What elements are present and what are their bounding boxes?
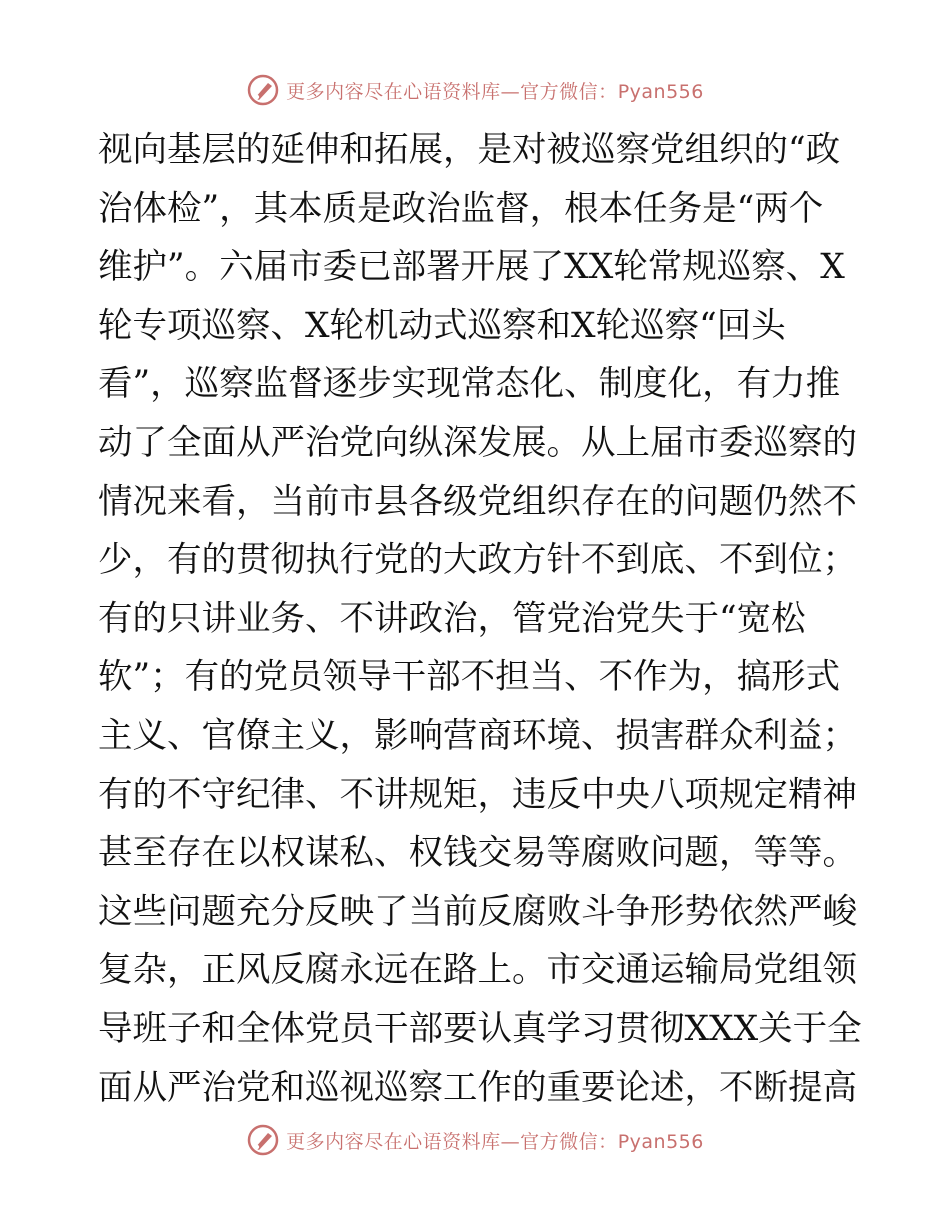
body-line: 主义、官僚主义，影响营商环境、损害群众利益；	[98, 715, 857, 756]
body-line: 有的不守纪律、不讲规矩，违反中央八项规定精神	[98, 774, 857, 815]
document-body	[98, 121, 862, 1117]
watermark-dash: —	[500, 1130, 521, 1153]
watermark-title: 更多内容尽在心语资料库	[286, 80, 501, 103]
watermark-footer	[0, 1120, 950, 1160]
body-line: 看”，巡察监督逐步实现常态化、制度化，有力推	[98, 364, 841, 405]
watermark-dash: —	[500, 80, 521, 103]
watermark-wechat-id: Pyan556	[617, 80, 704, 103]
body-line: 这些问题充分反映了当前反腐败斗争形势依然严峻	[98, 891, 857, 932]
watermark-wechat-label: 官方微信：	[520, 80, 618, 103]
pen-logo-icon	[246, 73, 280, 107]
watermark-wechat-label: 官方微信：	[520, 1130, 618, 1153]
body-line: 软”；有的党员领导干部不担当、不作为，搞形式	[98, 657, 841, 698]
watermark-text	[286, 1127, 704, 1154]
watermark-title: 更多内容尽在心语资料库	[286, 1130, 501, 1153]
body-line: 少，有的贯彻执行党的大政方针不到底、不到位；	[98, 540, 857, 581]
watermark-header	[0, 70, 950, 110]
body-line: 导班子和全体党员干部要认真学习贯彻XXX关于全	[98, 1008, 862, 1049]
body-line: 面从严治党和巡视巡察工作的重要论述，不断提高	[98, 1067, 857, 1108]
body-line: 视向基层的延伸和拓展，是对被巡察党组织的“政	[98, 130, 841, 170]
body-line: 情况来看，当前市县各级党组织存在的问题仍然不	[98, 481, 857, 522]
body-line: 甚至存在以权谋私、权钱交易等腐败问题，等等。	[98, 833, 857, 874]
body-line: 轮专项巡察、X轮机动式巡察和X轮巡察“回头	[98, 305, 786, 346]
body-line: 动了全面从严治党向纵深发展。从上届市委巡察的	[98, 422, 857, 463]
body-line: 治体检”，其本质是政治监督，根本任务是“两个	[98, 188, 824, 229]
body-line: 复杂，正风反腐永远在路上。市交通运输局党组领	[98, 950, 857, 991]
watermark-text	[286, 77, 704, 104]
pen-logo-icon	[246, 1123, 280, 1157]
watermark-wechat-id: Pyan556	[617, 1130, 704, 1153]
body-line: 有的只讲业务、不讲政治，管党治党失于“宽松	[98, 598, 806, 639]
body-line: 维护”。六届市委已部署开展了XX轮常规巡察、X	[98, 247, 845, 288]
